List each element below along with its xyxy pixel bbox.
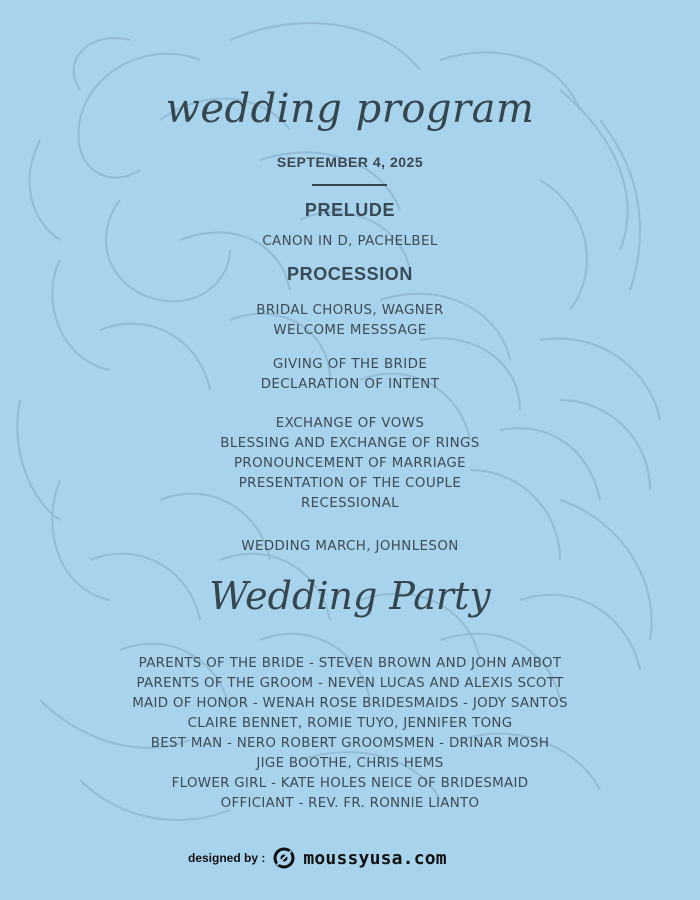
procession-item: BRIDAL CHORUS, WAGNER	[256, 303, 444, 318]
program-title: wedding program	[165, 86, 535, 132]
party-list	[0, 654, 700, 814]
credit-site-link[interactable]: moussyusa.com	[303, 847, 447, 869]
designer-credit	[188, 846, 447, 870]
party-line: FLOWER GIRL - KATE HOLES NEICE OF BRIDESMAID	[171, 776, 529, 791]
party-title: Wedding Party	[209, 574, 491, 618]
prelude-heading: PRELUDE	[304, 200, 396, 220]
procession-item: WEDDING MARCH, JOHNLESON	[241, 539, 459, 554]
credit-label: designed by :	[188, 851, 266, 865]
moussy-logo-icon	[273, 847, 295, 869]
party-line: CLAIRE BENNET, ROMIE TUYO, JENNIFER TONG	[187, 716, 513, 731]
procession-item: PRONOUNCEMENT OF MARRIAGE	[233, 456, 467, 471]
party-line: MAID OF HONOR - WENAH ROSE BRIDESMAIDS - JODY SANTOS	[132, 696, 568, 711]
procession-item: GIVING OF THE BRIDE	[272, 357, 428, 372]
procession-item: EXCHANGE OF VOWS	[275, 416, 425, 431]
party-line: PARENTS OF THE GROOM - NEVEN LUCAS AND ALEXIS SCOTT	[136, 676, 564, 691]
procession-item: BLESSING AND EXCHANGE OF RINGS	[220, 436, 480, 451]
procession-item: DECLARATION OF INTENT	[260, 377, 440, 392]
party-line: JIGE BOOTHE, CHRIS HEMS	[256, 756, 444, 771]
procession-item: PRESENTATION OF THE COUPLE	[238, 476, 462, 491]
party-line: BEST MAN - NERO ROBERT GROOMSMEN - DRINAR MOSH	[150, 736, 550, 751]
program-date: SEPTEMBER 4, 2025	[276, 154, 424, 170]
procession-item: RECESSIONAL	[300, 496, 400, 511]
party-line: OFFICIANT - REV. FR. RONNIE LIANTO	[220, 796, 480, 811]
procession-heading: PROCESSION	[286, 264, 414, 284]
title-divider	[312, 184, 387, 186]
procession-item: WELCOME MESSSAGE	[273, 323, 427, 338]
prelude-item: CANON IN D, PACHELBEL	[262, 234, 438, 249]
party-line: PARENTS OF THE BRIDE - STEVEN BROWN AND JOHN AMBOT	[138, 656, 562, 671]
